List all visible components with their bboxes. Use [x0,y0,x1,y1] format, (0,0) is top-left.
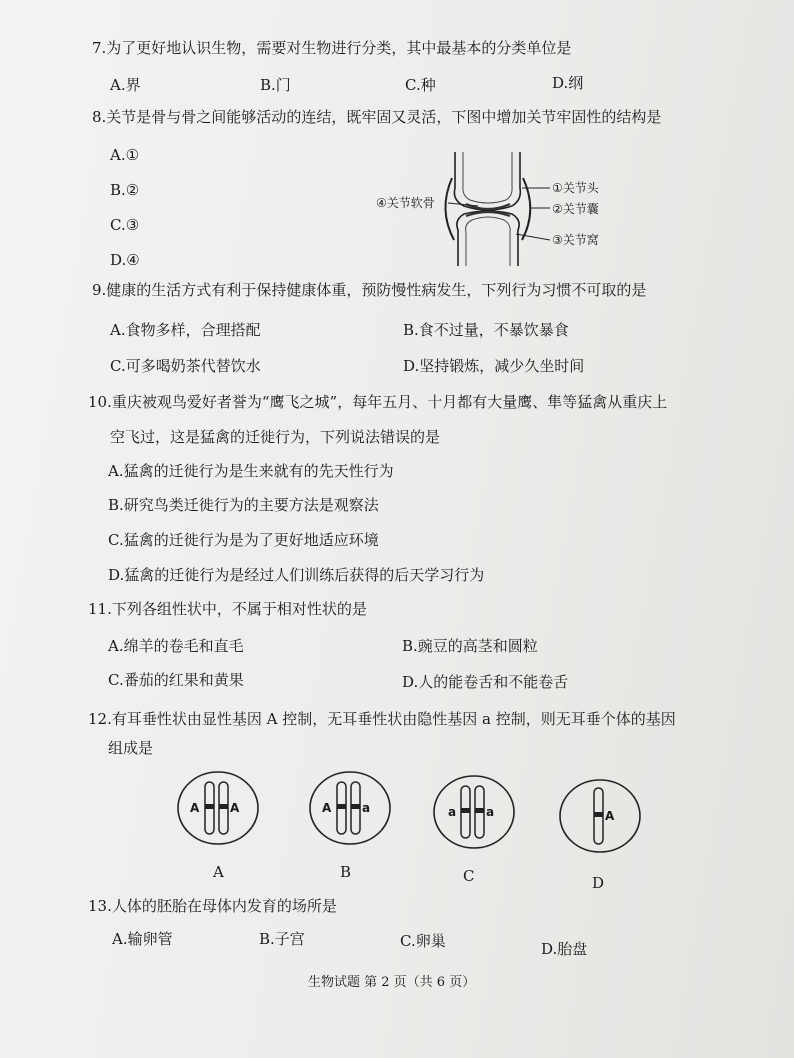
q7-stem: 7.为了更好地认识生物，需要对生物进行分类，其中最基本的分类单位是 [92,39,572,57]
q9-option-c: C.可多喝奶茶代替饮水 [110,357,261,375]
q9-option-d: D.坚持锻炼，减少久坐时间 [403,357,585,375]
q9-option-b: B.食不过量，不暴饮暴食 [403,321,569,339]
q11-stem: 11.下列各组性状中，不属于相对性状的是 [88,600,367,618]
q12-choice-d: D [592,874,605,892]
q11-option-d: D.人的能卷舌和不能卷舌 [402,673,569,691]
cell-diagram-b [302,768,402,848]
q10-option-c: C.猛禽的迁徙行为是为了更好地适应环境 [108,531,379,549]
label-joint-capsule: ②关节囊 [552,202,599,216]
q13-option-a: A.输卵管 [112,930,173,948]
gene-label: A [230,801,240,815]
label-joint-cartilage: ④关节软骨 [376,196,435,210]
q7-option-d: D.纲 [552,74,584,92]
cell-diagram-a [170,768,270,848]
q10-stem-line1: 10.重庆被观鸟爱好者誉为“鹰飞之城”，每年五月、十月都有大量鹰、隼等猛禽从重庆上 [88,393,668,411]
label-joint-head: ①关节头 [552,181,599,195]
q7-option-a: A.界 [110,76,141,94]
gene-label: A [322,801,332,815]
gene-label: A [605,809,615,823]
q10-stem-line2: 空飞过，这是猛禽的迁徙行为，下列说法错误的是 [110,428,441,446]
q8-option-d: D.④ [110,251,140,269]
q9-option-a: A.食物多样，合理搭配 [110,321,261,339]
q12-choice-b: B [340,863,352,881]
q10-option-a: A.猛禽的迁徙行为是生来就有的先天性行为 [108,462,394,480]
gene-label: a [362,801,371,815]
cell-diagram-d [554,776,654,856]
q12-choice-c: C [463,867,475,885]
label-joint-socket: ③关节窝 [552,233,599,247]
q10-option-d: D.猛禽的迁徙行为是经过人们训练后获得的后天学习行为 [108,566,485,584]
q13-option-b: B.子宫 [259,930,305,948]
q8-option-c: C.③ [110,216,140,234]
cell-diagram-c [426,772,526,852]
q8-stem: 8.关节是骨与骨之间能够活动的连结，既牢固又灵活，下图中增加关节牢固性的结构是 [92,108,662,126]
q11-option-b: B.豌豆的高茎和圆粒 [402,637,538,655]
q10-option-b: B.研究鸟类迁徙行为的主要方法是观察法 [108,496,379,514]
q12-choice-a: A [213,863,224,881]
gene-label: A [190,801,200,815]
q11-option-c: C.番茄的红果和黄果 [108,671,244,689]
page-footer: 生物试题 第 2 页（共 6 页） [308,975,476,990]
q13-option-d: D.胎盘 [541,940,588,958]
gene-label: a [448,805,457,819]
q8-option-b: B.② [110,181,140,199]
q12-stem-line2: 组成是 [108,739,154,757]
q7-option-b: B.门 [260,76,291,94]
q13-stem: 13.人体的胚胎在母体内发育的场所是 [88,897,337,915]
q12-stem-line1: 12.有耳垂性状由显性基因 A 控制，无耳垂性状由隐性基因 a 控制，则无耳垂个体的基因 [88,710,676,728]
q9-stem: 9.健康的生活方式有利于保持健康体重，预防慢性病发生，下列行为习惯不可取的是 [92,281,647,299]
q11-option-a: A.绵羊的卷毛和直毛 [108,637,244,655]
q7-option-c: C.种 [405,76,436,94]
gene-label: a [486,805,495,819]
q8-option-a: A.① [110,146,140,164]
q13-option-c: C.卵巢 [400,932,446,950]
joint-diagram [370,148,640,270]
